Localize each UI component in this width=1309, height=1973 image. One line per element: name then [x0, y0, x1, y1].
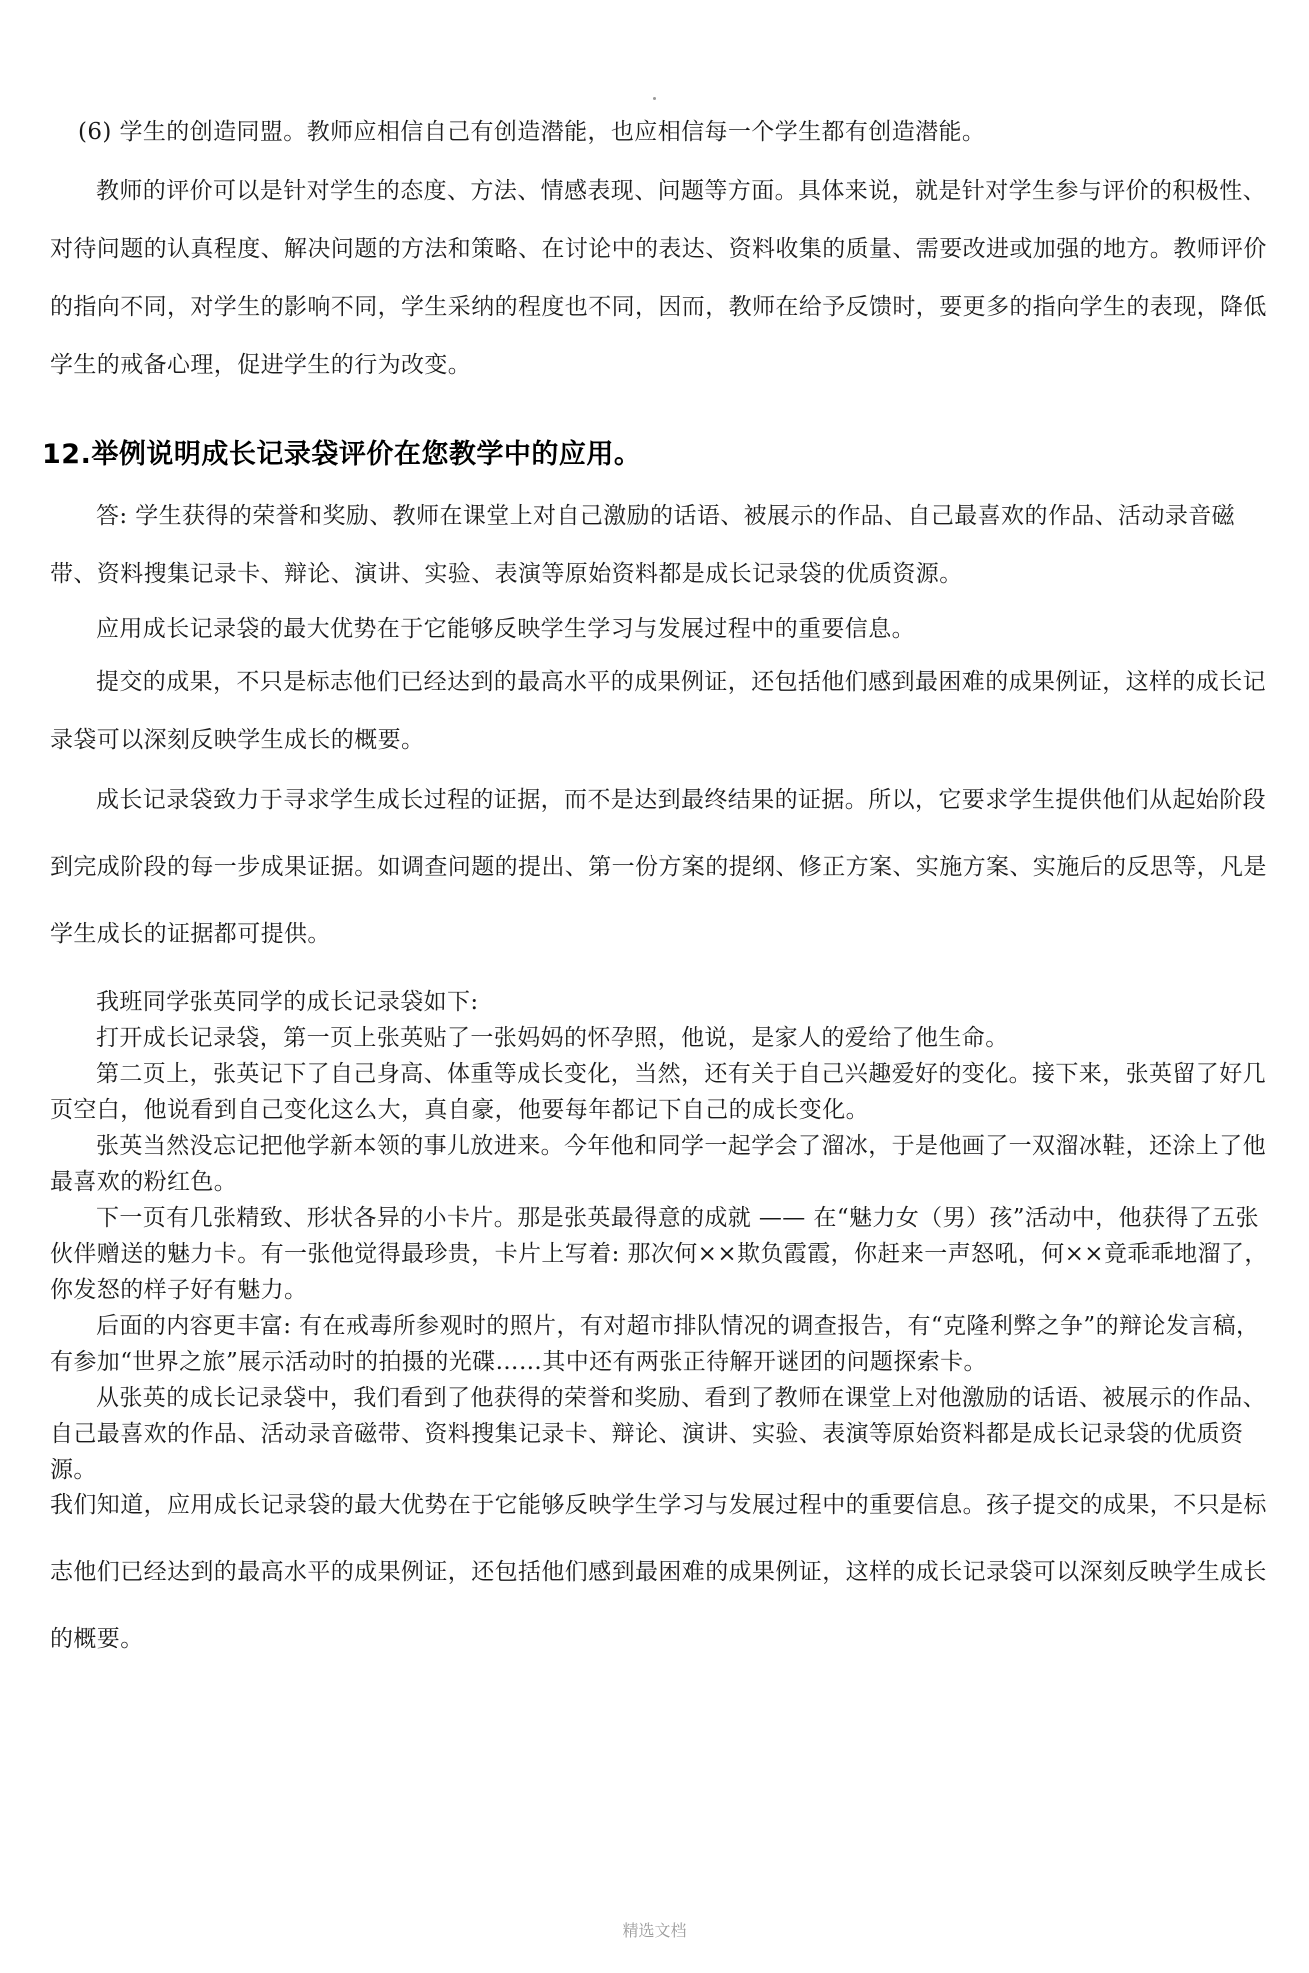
case-study — [50, 984, 1270, 1488]
case-intro: 我班同学张英同学的成长记录袋如下: — [96, 989, 479, 1015]
case-new-skills: 张英当然没忘记把他学新本领的事儿放进来。今年他和同学一起学会了溜冰，于是他画了一双溜冰鞋，还涂上了他最喜欢的粉红色。 — [50, 1133, 1266, 1195]
footer-label: 精选文档 — [622, 1921, 687, 1940]
paragraph-creative-alliance: (6) 学生的创造同盟。教师应相信自己有创造潜能，也应相信每一个学生都有创造潜能。 — [78, 119, 986, 145]
paragraph-teacher-evaluation: 教师的评价可以是针对学生的态度、方法、情感表现、问题等方面。具体来说，就是针对学生参与评价的积极性、对待问题的认真程度、解决问题的方法和策略、在讨论中的表达、资料收集的质量、需要改进或加强的地方。教师评价的指向不同，对学生的影响不同，学生采纳的程度也不同，因而，教师在给予反馈时，要更多的指向学生的表现，降低学生的戒备心理，促进学生的行为改变。 — [50, 178, 1267, 378]
paragraph-answer: 答: 学生获得的荣誉和奖励、教师在课堂上对自己激励的话语、被展示的作品、自己最喜欢的作品、活动录音磁带、资料搜集记录卡、辩论、演讲、实验、表演等原始资料都是成长记录袋的优质资源。 — [50, 503, 1236, 587]
case-page-one: 打开成长记录袋，第一页上张英贴了一张妈妈的怀孕照，他说，是家人的爱给了他生命。 — [96, 1025, 1009, 1051]
section-heading-12: 12.举例说明成长记录袋评价在您教学中的应用。 — [42, 439, 642, 470]
case-page-two: 第二页上，张英记下了自己身高、体重等成长变化，当然，还有关于自己兴趣爱好的变化。接下来，张英留了好几页空白，他说看到自己变化这么大，真自豪，他要每年都记下自己的成长变化。 — [50, 1061, 1266, 1123]
case-charm-cards: 下一页有几张精致、形状各异的小卡片。那是张英最得意的成就 —— 在“魅力女（男）孩”活动中，他获得了五张伙伴赠送的魅力卡。有一张他觉得最珍贵，卡片上写着: 那次何××欺负霞霞，你赶来一声怒吼，何××竟乖乖地溜了，你发怒的样子好有魅力。 — [50, 1205, 1268, 1303]
paragraph-conclusion: 我们知道，应用成长记录袋的最大优势在于它能够反映学生学习与发展过程中的重要信息。孩子提交的成果，不只是标志他们已经达到的最高水平的成果例证，还包括他们感到最困难的成果例证，这样的成长记录袋可以深刻反映学生成长的概要。 — [50, 1492, 1267, 1652]
paragraph-submitted-results: 提交的成果，不只是标志他们已经达到的最高水平的成果例证，还包括他们感到最困难的成果例证，这样的成长记录袋可以深刻反映学生成长的概要。 — [50, 669, 1266, 753]
header-dot — [653, 97, 656, 100]
case-more-content: 后面的内容更丰富: 有在戒毒所参观时的照片，有对超市排队情况的调查报告，有“克隆利弊之争”的辩论发言稿，有参加“世界之旅”展示活动时的拍摄的光碟……其中还有两张正待解开谜团的问题探索卡。 — [50, 1313, 1260, 1375]
paragraph-evidence: 成长记录袋致力于寻求学生成长过程的证据，而不是达到最终结果的证据。所以，它要求学生提供他们从起始阶段到完成阶段的每一步成果证据。如调查问题的提出、第一份方案的提纲、修正方案、实施方案、实施后的反思等，凡是学生成长的证据都可提供。 — [50, 787, 1267, 947]
paragraph-advantage: 应用成长记录袋的最大优势在于它能够反映学生学习与发展过程中的重要信息。 — [96, 616, 915, 642]
case-summary: 从张英的成长记录袋中，我们看到了他获得的荣誉和奖励、看到了教师在课堂上对他激励的话语、被展示的作品、自己最喜欢的作品、活动录音磁带、资料搜集记录卡、辩论、演讲、实验、表演等原始资料都是成长记录袋的优质资源。 — [50, 1385, 1266, 1483]
